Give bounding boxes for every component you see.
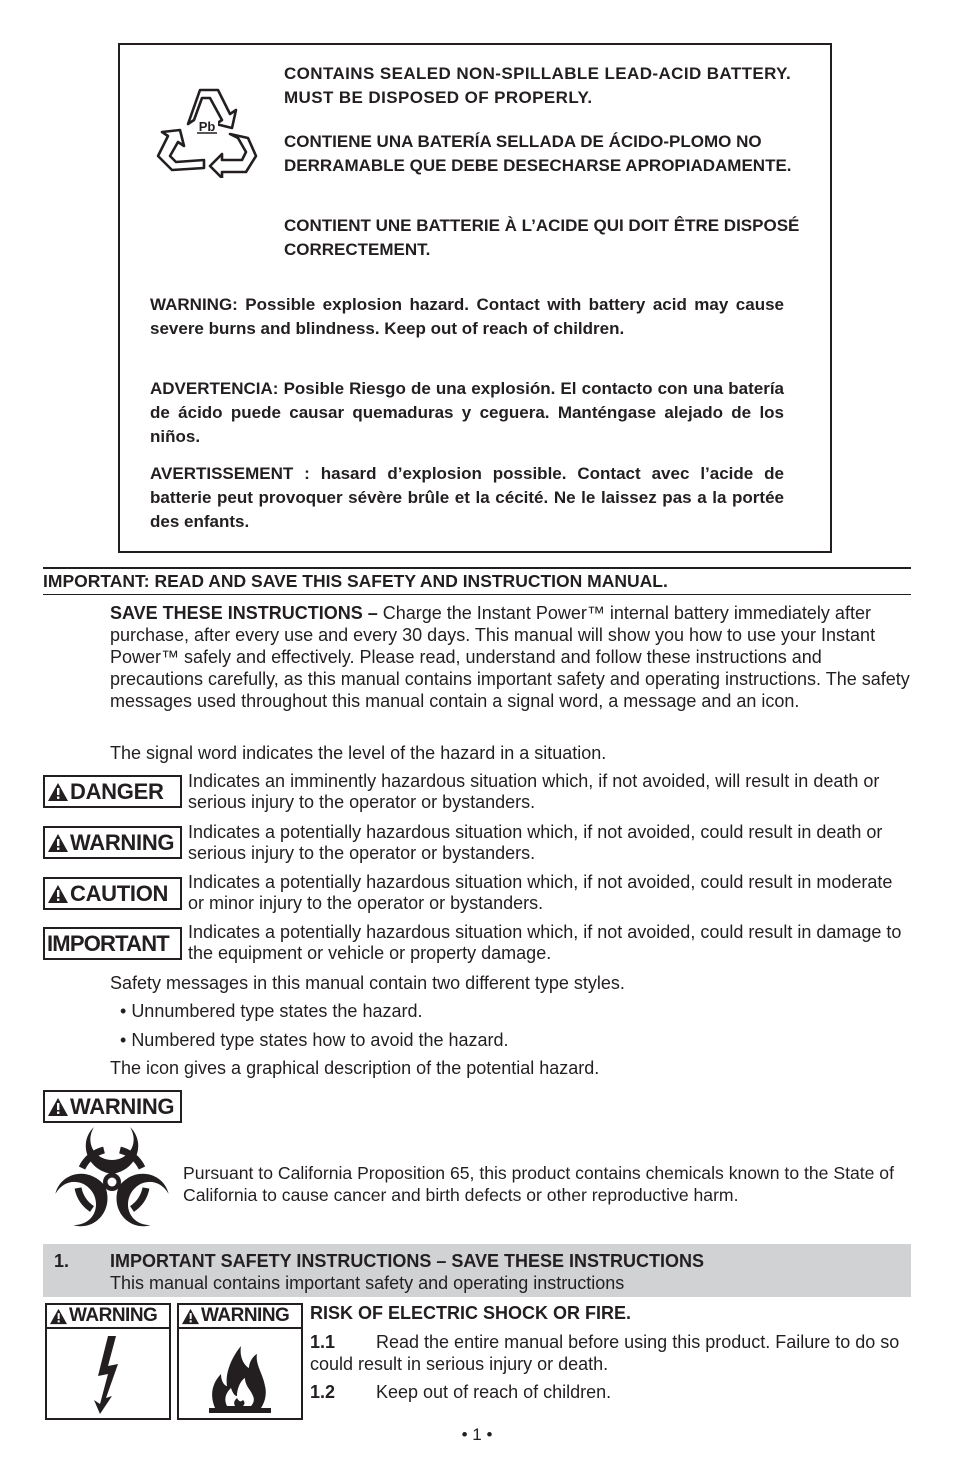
instruction-number: 1.2: [310, 1382, 336, 1402]
danger-label-text: DANGER: [70, 778, 164, 804]
prop65-warning-label: [43, 1090, 182, 1123]
icon-description: The icon gives a graphical description of the potential hazard.: [110, 1058, 600, 1078]
fire-label-text: WARNING: [201, 1305, 290, 1326]
prop65-label-text: WARNING: [70, 1093, 175, 1119]
instruction-number: 1.1: [310, 1332, 336, 1352]
danger-label: [43, 775, 182, 808]
instruction-text: Read the entire manual before using this product. Failure to do so could result in serious injury or death.: [310, 1332, 900, 1374]
alert-triangle-icon: [47, 782, 69, 802]
recycle-label: Pb: [198, 119, 216, 134]
bullet-item: • Numbered type states how to avoid the hazard.: [120, 1030, 509, 1050]
disposal-text-en: CONTAINS SEALED NON-SPILLABLE LEAD-ACID BATTERY. MUST BE DISPOSED OF PROPERLY.: [284, 64, 792, 107]
heading-rule-bottom: [43, 594, 911, 595]
caution-description: Indicates a potentially hazardous situation which, if not avoided, could result in moderate or minor injury to the operator or bystanders.: [188, 872, 893, 913]
alert-triangle-icon: [49, 1308, 68, 1325]
warning-description: Indicates a potentially hazardous situation which, if not avoided, could result in death or serious injury to the operator or bystanders.: [188, 822, 883, 863]
fire-warning-label: [177, 1303, 303, 1329]
bullet-item: • Unnumbered type states the hazard.: [120, 1001, 423, 1021]
shock-warning-label: [45, 1303, 171, 1329]
lightning-icon: [86, 1334, 130, 1416]
alert-triangle-icon: [181, 1308, 200, 1325]
instruction-1-2: [310, 1381, 905, 1403]
warning-label: [43, 826, 182, 859]
instruction-1-1: [310, 1331, 905, 1375]
warning-label-text: WARNING: [70, 829, 175, 855]
page-number: • 1 •: [461, 1425, 493, 1444]
fire-icon: [207, 1338, 273, 1414]
recycle-pb-icon: [152, 80, 260, 178]
bullet-text: Unnumbered type states the hazard.: [131, 1001, 423, 1021]
section-subtitle: This manual contains important safety and operating instructions: [110, 1273, 625, 1293]
battery-warning-en: WARNING: Possible explosion hazard. Contact with battery acid may cause severe burns and blindness. Keep out of reach of children.: [150, 295, 784, 338]
battery-warning-fr: AVERTISSEMENT : hasard d’explosion possible. Contact avec l’acide de batterie peut provoquer sévère brûle et la cécité. Ne le laissez pas a la portée des enfants.: [150, 464, 784, 531]
type-styles-intro: Safety messages in this manual contain two different type styles.: [110, 973, 625, 993]
shock-heading: RISK OF ELECTRIC SHOCK OR FIRE.: [310, 1303, 632, 1323]
intro-lead: SAVE THESE INSTRUCTIONS –: [110, 603, 378, 623]
intro-paragraph: [110, 602, 910, 712]
shock-label-text: WARNING: [69, 1305, 158, 1326]
bullet-text: Numbered type states how to avoid the hazard.: [131, 1030, 509, 1050]
danger-description: Indicates an imminently hazardous situation which, if not avoided, will result in death or serious injury to the operator or bystanders.: [188, 771, 880, 812]
disposal-text-es: CONTIENE UNA BATERÍA SELLADA DE ÁCIDO-PLOMO NO DERRAMABLE QUE DEBE DESECHARSE APROPIADAMENTE.: [284, 132, 792, 175]
important-label-text: IMPORTANT: [47, 930, 169, 956]
caution-label: [43, 877, 182, 910]
signal-intro: The signal word indicates the level of the hazard in a situation.: [110, 743, 607, 763]
prop65-text: Pursuant to California Proposition 65, this product contains chemicals known to the State of California to cause cancer and birth defects or other reproductive harm.: [183, 1163, 894, 1205]
alert-triangle-icon: [47, 1097, 69, 1117]
alert-triangle-icon: [47, 884, 69, 904]
heading-rule-top: [43, 567, 911, 569]
biohazard-icon: [52, 1124, 172, 1236]
alert-triangle-icon: [47, 833, 69, 853]
instruction-text: Keep out of reach of children.: [376, 1382, 612, 1402]
important-label: [43, 927, 182, 960]
caution-label-text: CAUTION: [70, 880, 169, 906]
important-description: Indicates a potentially hazardous situation which, if not avoided, could result in damage to the equipment or vehicle or property damage.: [188, 922, 902, 963]
intro-text: Charge the Instant Power™ internal battery immediately after purchase, after every use and every 30 days. This manual will show you how to use your Instant Power™ safely and effectively. Please read, understand and follow these instructions and precautions carefully, as this manual contains important safety and operating instructions. The safety messages used throughout this manual contain a signal word, a message and an icon.: [110, 603, 910, 711]
section-title: IMPORTANT SAFETY INSTRUCTIONS – SAVE THESE INSTRUCTIONS: [110, 1251, 705, 1271]
disposal-text-fr: CONTIENT UNE BATTERIE À L’ACIDE QUI DOIT ÊTRE DISPOSÉ CORRECTEMENT.: [284, 216, 800, 259]
battery-warning-es: ADVERTENCIA: Posible Riesgo de una explosión. El contacto con una batería de ácido puede causar quemaduras y ceguera. Manténgase alejado de los niños.: [150, 379, 784, 446]
section-number: 1.: [54, 1251, 70, 1271]
important-heading: IMPORTANT: READ AND SAVE THIS SAFETY AND INSTRUCTION MANUAL.: [43, 571, 668, 591]
